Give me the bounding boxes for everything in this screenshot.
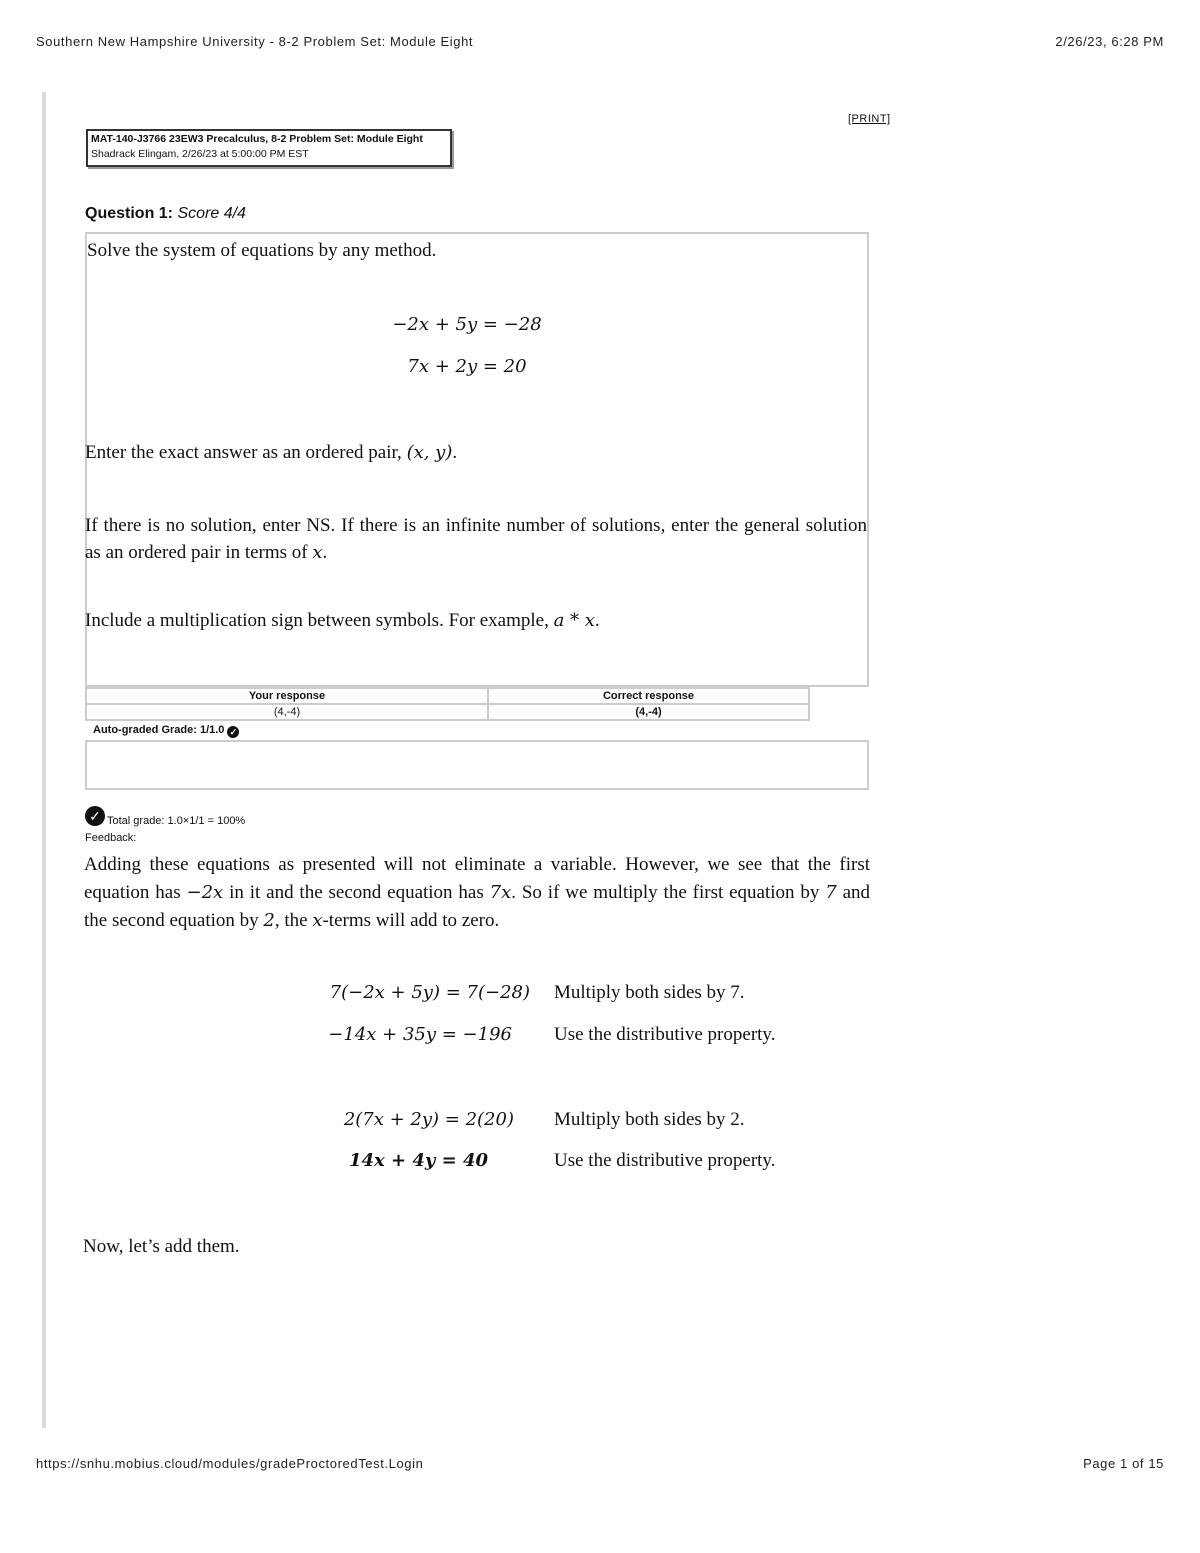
comment-box <box>85 740 869 790</box>
step-equation: −14x + 35y = −196 <box>328 1024 512 1045</box>
instruction-ordered-pair: Enter the exact answer as an ordered pair, (x, y). <box>85 442 458 463</box>
feedback-label: Feedback: <box>85 832 137 844</box>
feedback-math: −2x <box>186 882 224 903</box>
step-equation: 7(−2x + 5y) = 7(−28) <box>329 982 530 1003</box>
instruction-no-solution-text: If there is no solution, enter NS. If there is an infinite number of solutions, enter the general solution as an ordered pair in terms of <box>85 515 867 563</box>
your-response-value: (4,-4) <box>86 704 488 720</box>
correct-response-value: (4,-4) <box>488 704 809 720</box>
table-row <box>86 704 809 720</box>
feedback-closing: Now, let’s add them. <box>83 1236 240 1257</box>
instruction-no-solution-math: x <box>312 542 323 563</box>
system-equation-2: 7x + 2y = 20 <box>407 356 527 377</box>
your-response-header: Your response <box>86 688 488 704</box>
system-equation-1: −2x + 5y = −28 <box>392 314 542 335</box>
student-info-line: Shadrack Elingam, 2/26/23 at 5:00:00 PM EST <box>91 148 309 160</box>
feedback-math: 2 <box>263 910 275 931</box>
check-circle-icon: ✓ <box>85 806 105 826</box>
total-grade: Total grade: 1.0×1/1 = 100% <box>107 815 246 827</box>
feedback-math: x <box>312 910 323 931</box>
question-heading <box>85 205 246 223</box>
step-equation: 14x + 4y = 40 <box>348 1150 488 1171</box>
feedback-math: 7x <box>489 882 512 903</box>
step-note: Multiply both sides by 7. <box>554 982 745 1003</box>
print-footer-page: Page 1 of 15 <box>1083 1456 1164 1471</box>
instruction-no-solution: If there is no solution, enter NS. If there is an infinite number of solutions, enter the general solution as an ordered pair in terms of x. <box>85 515 867 563</box>
left-margin-bar <box>42 92 46 1428</box>
feedback-math: 7 <box>825 882 837 903</box>
instruction-multiplication-math: a * x <box>553 610 595 631</box>
instruction-ordered-pair-text: Enter the exact answer as an ordered pair, <box>85 442 402 463</box>
question-label: Question 1: <box>85 205 174 222</box>
step-note: Use the distributive property. <box>554 1024 776 1045</box>
check-circle-icon: ✓ <box>227 726 239 738</box>
feedback-text: . So if we multiply the first equation by <box>511 882 820 903</box>
autograde-text: Auto-graded Grade: 1/1.0 <box>93 724 225 736</box>
instruction-ordered-pair-math: (x, y) <box>406 442 453 463</box>
feedback-text: Adding these equations as presented will not eliminate a variable. However, we see that the first equation has <box>84 854 870 903</box>
feedback-text: in it and the second equation has <box>229 882 484 903</box>
print-header-datetime: 2/26/23, 6:28 PM <box>1055 34 1164 49</box>
instruction-multiplication: Include a multiplication sign between symbols. For example, a * x. <box>85 610 600 631</box>
question-box <box>85 232 869 687</box>
question-prompt: Solve the system of equations by any method. <box>87 240 437 261</box>
feedback-text: and the second equation by <box>84 882 871 931</box>
print-footer-url: https://snhu.mobius.cloud/modules/gradeProctoredTest.Login <box>36 1456 424 1471</box>
course-info-box <box>86 129 452 167</box>
question-score: Score 4/4 <box>177 205 246 222</box>
response-table <box>85 687 810 721</box>
instruction-multiplication-text: Include a multiplication sign between symbols. For example, <box>85 610 549 631</box>
correct-response-header: Correct response <box>488 688 809 704</box>
table-row <box>86 688 809 704</box>
step-note: Use the distributive property. <box>554 1150 776 1171</box>
step-equation: 2(7x + 2y) = 2(20) <box>343 1109 514 1130</box>
print-header-title: Southern New Hampshire University - 8-2 Problem Set: Module Eight <box>36 34 474 49</box>
autograde-line <box>93 724 239 738</box>
print-link[interactable]: [PRINT] <box>848 113 891 125</box>
feedback-paragraph <box>84 851 870 935</box>
feedback-text: , the <box>274 910 308 931</box>
step-note: Multiply both sides by 2. <box>554 1109 745 1130</box>
feedback-text: -terms will add to zero. <box>322 910 500 931</box>
course-info-line: MAT-140-J3766 23EW3 Precalculus, 8-2 Problem Set: Module Eight <box>91 133 423 145</box>
